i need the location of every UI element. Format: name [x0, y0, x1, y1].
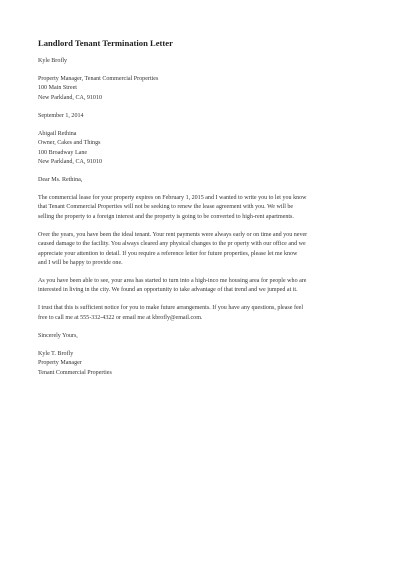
signature-line: Property Manager — [38, 360, 82, 367]
salutation: Dear Ms. Rethina, — [38, 177, 83, 184]
closing-block — [38, 332, 366, 341]
letter-body — [38, 38, 366, 387]
paragraph-line: interested in living in the city. We found an opportunity to take advantage of that trend and we jumped at it. — [38, 287, 298, 294]
letter-title: Landlord Tenant Termination Letter — [38, 38, 173, 48]
sender-address-line: New Parkland, CA, 91010 — [38, 94, 102, 101]
sender-name-block — [38, 57, 366, 66]
signature-line: Kyle T. Brofly — [38, 350, 74, 357]
letter-date: September 1, 2014 — [38, 112, 84, 119]
paragraph-line: caused damage to the facility. You always cleared any physical changes to the pr operty with our office and we — [38, 241, 306, 248]
sender-address-block — [38, 75, 366, 103]
body-paragraph-2 — [38, 231, 366, 269]
salutation-block — [38, 176, 366, 185]
signature-line: Tenant Commercial Properties — [38, 369, 112, 376]
body-paragraph-3 — [38, 277, 366, 296]
recipient-address-line: 100 Broadway Lane — [38, 149, 88, 156]
sender-address-line: Property Manager, Tenant Commercial Properties — [38, 76, 159, 82]
recipient-address-line: Abigail Rethina — [38, 130, 77, 137]
paragraph-line: that Tenant Commercial Properties will not be seeking to renew the lease agreement with you. We will be — [38, 204, 294, 211]
paragraph-line: free to call me at 555-332-4322 or email me at kbrofly@email.com. — [38, 314, 203, 321]
recipient-address-line: New Parkland, CA, 91010 — [38, 159, 102, 166]
closing: Sincerely Yours, — [38, 332, 78, 339]
paragraph-line: selling the property to a foreign interest and the property is going to be converted to high-rent apartments. — [38, 213, 294, 220]
signature-block — [38, 350, 366, 378]
date-block — [38, 112, 366, 121]
paragraph-line: Over the years, you have been the ideal tenant. Your rent payments were always early or on time and you never — [38, 231, 308, 238]
recipient-address-block — [38, 130, 366, 168]
recipient-address-line: Owner, Cakes and Things — [38, 140, 101, 147]
paragraph-line: I trust that this is sufficient notice for you to make future arrangements. If you have any questions, please feel — [38, 305, 304, 312]
paragraph-line: The commercial lease for your property expires on February 1, 2015 and I wanted to write you to let you know — [38, 195, 307, 202]
body-paragraph-1 — [38, 194, 366, 222]
sender-address-line: 100 Main Street — [38, 85, 77, 92]
paragraph-line: and I will be happy to provide one. — [38, 260, 123, 267]
sender-name: Kyle Brofly — [38, 58, 68, 64]
paragraph-line: appreciate your attention to detail. If you require a reference letter for future properties, please let me know — [38, 250, 298, 257]
paragraph-line: As you have been able to see, your area has started to turn into a high-inco me housing area for people who are — [38, 278, 307, 285]
body-paragraph-4 — [38, 304, 366, 323]
